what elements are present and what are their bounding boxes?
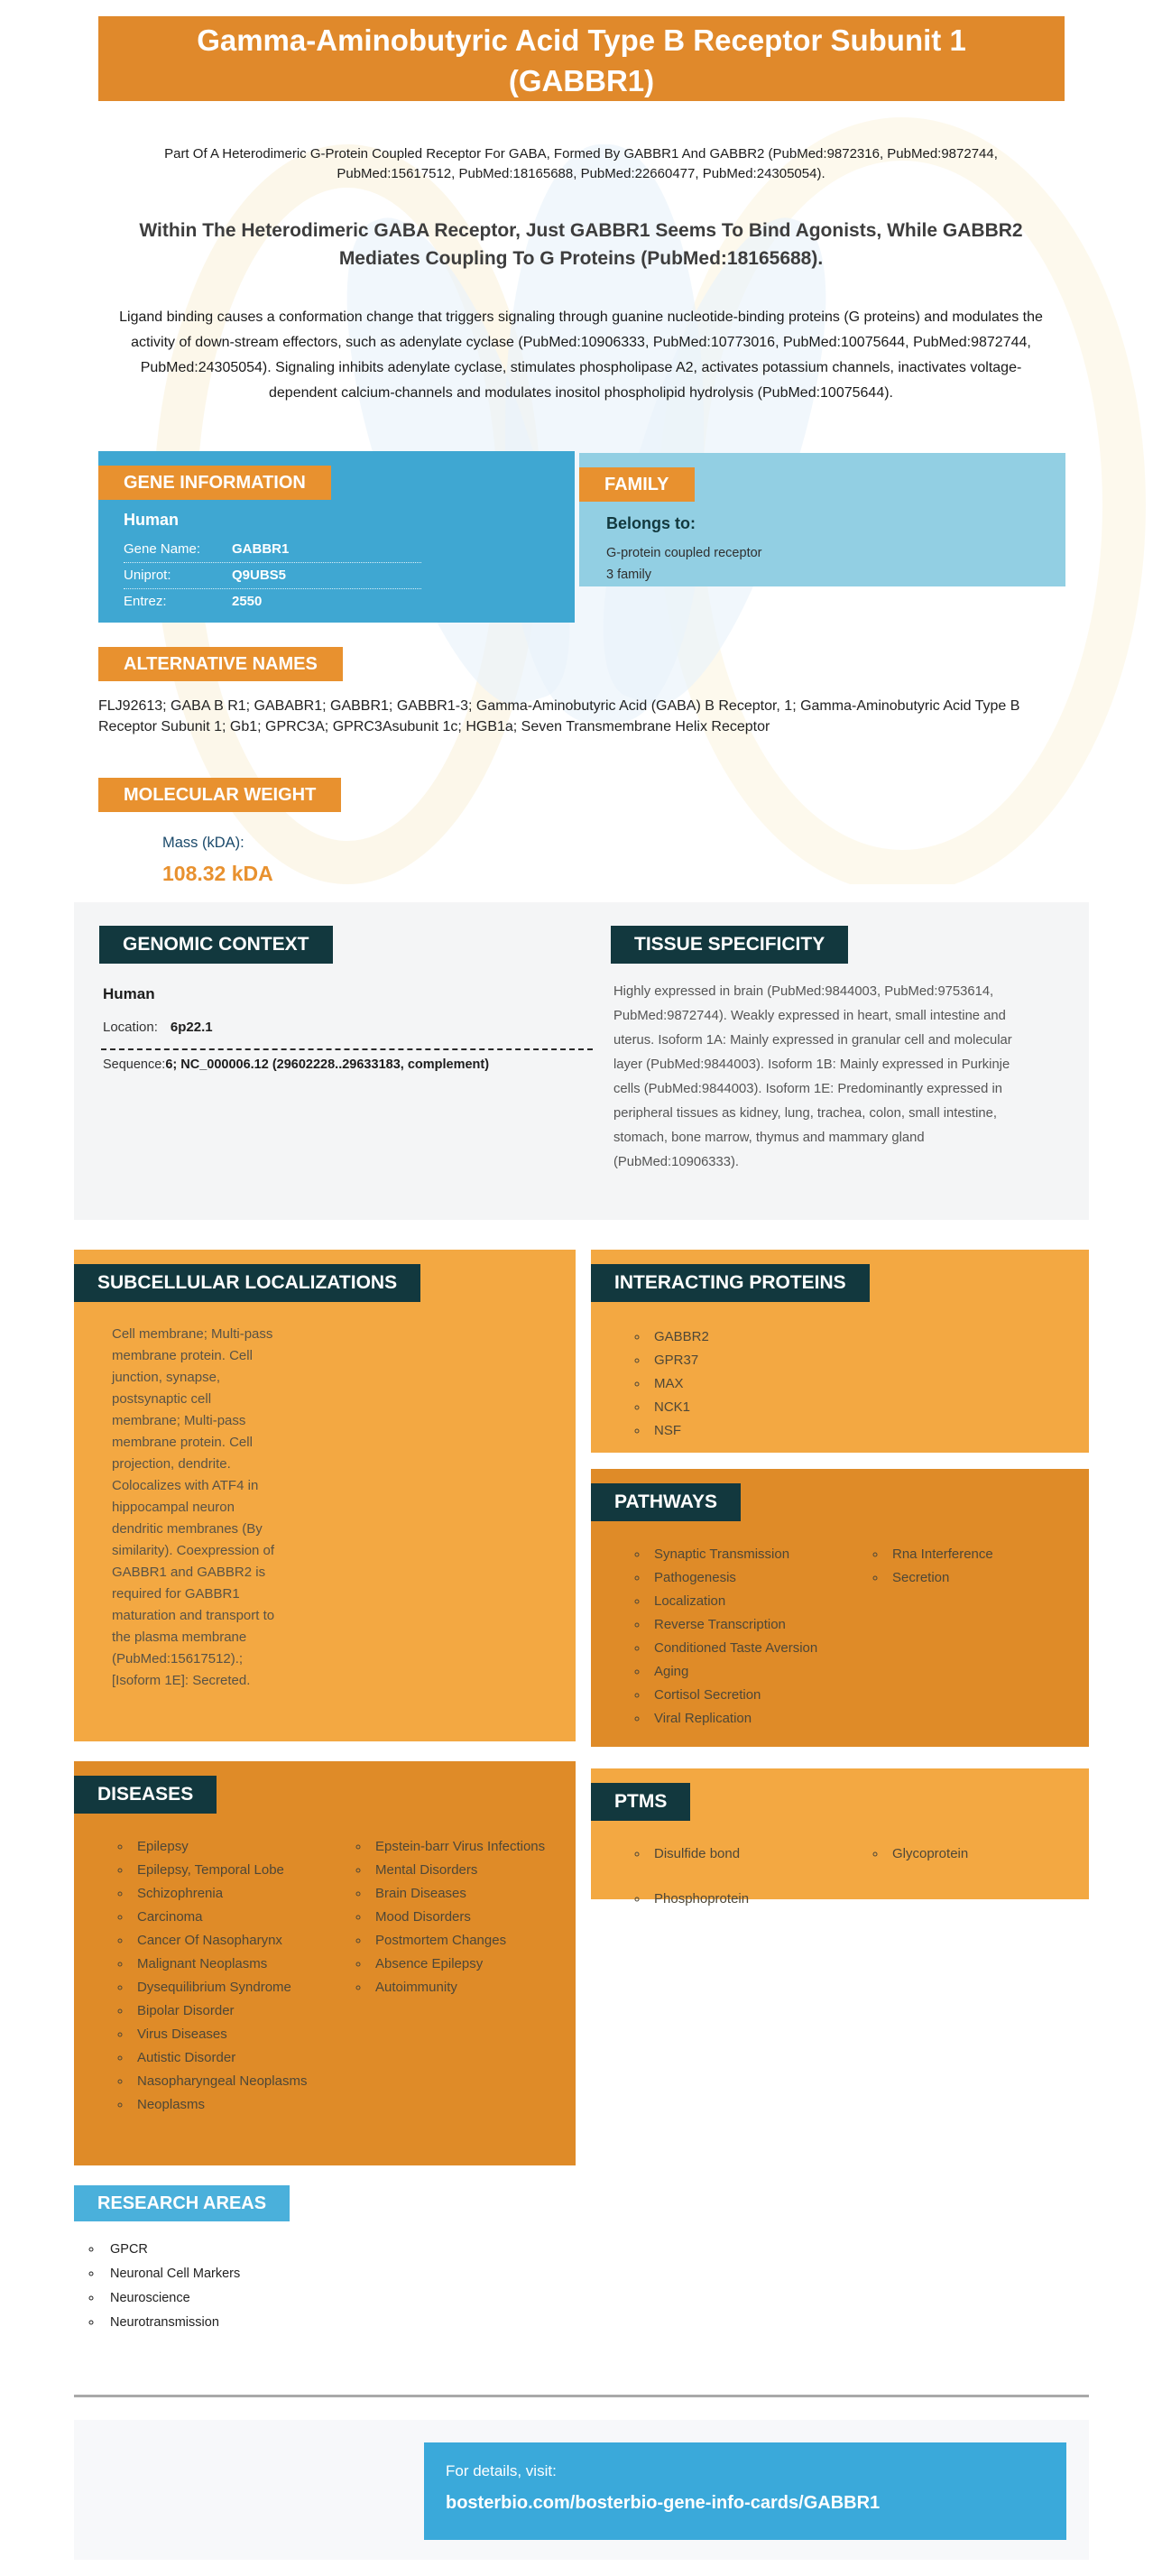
family-header: FAMILY bbox=[579, 467, 695, 502]
list-item: ◦ Epstein-barr Virus Infections bbox=[370, 1835, 547, 1859]
footer-details-box bbox=[424, 2442, 1066, 2540]
family-line: G-protein coupled receptor bbox=[606, 546, 762, 560]
ptms-columns bbox=[591, 1821, 1089, 1933]
list-item: ◦ Autistic Disorder bbox=[132, 2046, 332, 2070]
footer-visit-label: For details, visit: bbox=[446, 2462, 557, 2479]
list-item: ◦ Nasopharyngeal Neoplasms bbox=[132, 2070, 332, 2093]
list-item: ◦ Epilepsy bbox=[132, 1835, 332, 1859]
sequence-label: Sequence: bbox=[103, 1057, 166, 1072]
list-item: ◦ Rna Interference bbox=[887, 1543, 1078, 1566]
pathways-box bbox=[591, 1469, 1089, 1747]
gene-info-row bbox=[124, 563, 421, 589]
sequence-value: 6; NC_000006.12 (29602228..29633183, complement) bbox=[165, 1057, 490, 1072]
page-title: Gamma-Aminobutyric Acid Type B Receptor Subunit 1 (GABBR1) bbox=[98, 16, 1065, 101]
pathways-list bbox=[887, 1543, 1078, 1590]
ptms-column bbox=[591, 1821, 862, 1933]
function-description: Ligand binding causes a conformation change that triggers signaling through guanine nucleotide-binding proteins (G proteins) and modulates the activity of down-stream effectors, such as adenylate cyclase (PubMed:10906333, PubMed:10773016, PubMed:10075644, PubMed:9872744, PubMed:24305054). Signaling inhibits adenylate cyclase, stimulates phospholipase A2, activates potassium channels, inactivates voltage-dependent calcium-channels and modulates inositol phospholipid hydrolysis (PubMed:10075644). bbox=[119, 309, 1043, 401]
ptms-header: PTMS bbox=[591, 1783, 690, 1821]
footer-panel bbox=[74, 2420, 1089, 2560]
alternative-names-text: FLJ92613; GABA B R1; GABABR1; GABBR1; GABBR1-3; Gamma-Aminobutyric Acid (GABA) B Receptor, 1; Gamma-Aminobutyric Acid Type B Receptor Subunit 1; Gb1; GPRC3A; GPRC3Asubunit 1c; HGB1a; Seven Transmembrane Helix Receptor bbox=[98, 698, 1020, 734]
mass-label: Mass (kDA): bbox=[162, 835, 244, 851]
mass-value: 108.32 kDA bbox=[162, 862, 273, 885]
gene-information-box bbox=[98, 451, 575, 623]
list-item: ◦ Virus Diseases bbox=[132, 2023, 332, 2046]
diseases-column bbox=[345, 1814, 561, 2117]
list-item: ◦ Viral Replication bbox=[649, 1707, 856, 1731]
gene-name-value: GABBR1 bbox=[232, 541, 290, 557]
research-areas-section bbox=[74, 2238, 240, 2335]
location-label: Location: bbox=[103, 1020, 158, 1035]
tissue-specificity-text: Highly expressed in brain (PubMed:9844003, PubMed:9753614, PubMed:9872744). Weakly expressed in heart, small intestine and uterus. Isoform 1A: Mainly expressed in granular cell and molecular layer (PubMed:9844003). Isoform 1B: Mainly expressed in Purkinje cells (PubMed:9844003). Isoform 1E: Predominantly expressed in peripheral tissues as kidney, lung, trachea, colon, small intestine, stomach, bone marrow, thymus and mammary gland (PubMed:10906333). bbox=[613, 984, 1012, 1169]
list-item: ◦ Aging bbox=[649, 1660, 856, 1684]
entrez-value: 2550 bbox=[232, 594, 263, 609]
family-line: 3 family bbox=[606, 568, 651, 582]
list-item: ◦ Bipolar Disorder bbox=[132, 1999, 332, 2023]
uniprot-value: Q9UBS5 bbox=[232, 568, 287, 583]
dashed-divider bbox=[101, 1048, 593, 1050]
genomic-tissue-panel bbox=[74, 902, 1089, 1220]
pathways-list bbox=[649, 1543, 856, 1731]
list-item: ◦ MAX bbox=[649, 1372, 1089, 1396]
alternative-names-header: ALTERNATIVE NAMES bbox=[98, 647, 343, 681]
gene-info-row bbox=[124, 537, 421, 563]
list-item: ◦ Cancer Of Nasopharynx bbox=[132, 1929, 332, 1953]
list-item: ◦ Glycoprotein bbox=[887, 1842, 1078, 1866]
gene-info-row bbox=[124, 589, 421, 614]
list-item: ◦ Neurotransmission bbox=[103, 2311, 240, 2335]
ptms-list bbox=[887, 1842, 1078, 1866]
list-item: ◦ Disulfide bond bbox=[649, 1842, 862, 1866]
interacting-proteins-header: INTERACTING PROTEINS bbox=[591, 1264, 870, 1302]
list-item: ◦ NSF bbox=[649, 1419, 1089, 1443]
interacting-proteins-list bbox=[649, 1325, 1089, 1443]
uniprot-label: Uniprot: bbox=[124, 568, 171, 583]
diseases-columns bbox=[74, 1814, 576, 2117]
species-label: Human bbox=[124, 511, 180, 529]
list-item: ◦ Brain Diseases bbox=[370, 1882, 547, 1906]
pathways-column bbox=[591, 1521, 862, 1731]
list-item: ◦ Cortisol Secretion bbox=[649, 1684, 856, 1707]
list-item: ◦ Carcinoma bbox=[132, 1906, 332, 1929]
entrez-label: Entrez: bbox=[124, 594, 167, 609]
list-item: ◦ Neoplasms bbox=[132, 2093, 332, 2117]
gene-information-header: GENE INFORMATION bbox=[98, 466, 331, 500]
diseases-list bbox=[370, 1835, 547, 1999]
subcellular-localizations-text: Cell membrane; Multi-pass membrane protein. Cell junction, synapse, postsynaptic cell membrane; Multi-pass membrane protein. Cell projection, dendrite. Colocalizes with ATF4 in hippocampal neuron dendritic membranes (By similarity). Coexpression of GABBR1 and GABBR2 is required for GABBR1 maturation and transport to the plasma membrane (PubMed:15617512).; [Isoform 1E]: Secreted. bbox=[112, 1326, 275, 1688]
subtitle-text: Part Of A Heterodimeric G-Protein Coupled Receptor For GABA, Formed By GABBR1 And GABBR2 (PubMed:9872316, PubMed:9872744, PubMed:15617512, PubMed:18165688, PubMed:22660477, PubMed:24305054). bbox=[164, 146, 998, 181]
subcellular-localizations-header: SUBCELLULAR LOCALIZATIONS bbox=[74, 1264, 420, 1302]
ptms-box bbox=[591, 1768, 1089, 1907]
diseases-box bbox=[74, 1761, 576, 2165]
list-item: ◦ Schizophrenia bbox=[132, 1882, 332, 1906]
list-item: ◦ Phosphoprotein bbox=[649, 1888, 862, 1911]
diseases-list bbox=[132, 1835, 332, 2117]
list-item: ◦ Neuronal Cell Markers bbox=[103, 2262, 240, 2286]
interacting-proteins-box bbox=[591, 1250, 1089, 1453]
list-item: ◦ Conditioned Taste Aversion bbox=[649, 1637, 856, 1660]
list-item: ◦ Mental Disorders bbox=[370, 1859, 547, 1882]
research-areas-list bbox=[103, 2238, 240, 2335]
list-item: ◦ Synaptic Transmission bbox=[649, 1543, 856, 1566]
subcellular-localizations-box bbox=[74, 1250, 576, 1741]
pathways-columns bbox=[591, 1521, 1089, 1731]
list-item: ◦ Pathogenesis bbox=[649, 1566, 856, 1590]
research-areas-header: RESEARCH AREAS bbox=[74, 2185, 290, 2221]
list-item: ◦ GPR37 bbox=[649, 1349, 1089, 1372]
pathways-header: PATHWAYS bbox=[591, 1483, 741, 1521]
details-url-link[interactable]: bosterbio.com/bosterbio-gene-info-cards/GABBR1 bbox=[446, 2493, 881, 2513]
list-item: ◦ Secretion bbox=[887, 1566, 1078, 1590]
genomic-species-label: Human bbox=[103, 985, 155, 1002]
gene-name-label: Gene Name: bbox=[124, 541, 201, 557]
diseases-column bbox=[74, 1814, 345, 2117]
tissue-specificity-header: TISSUE SPECIFICITY bbox=[611, 926, 848, 964]
ptms-column bbox=[862, 1821, 1078, 1933]
list-item: ◦ Localization bbox=[649, 1590, 856, 1613]
location-value: 6p22.1 bbox=[170, 1020, 213, 1035]
list-item: ◦ Postmortem Changes bbox=[370, 1929, 547, 1953]
list-item: ◦ GABBR2 bbox=[649, 1325, 1089, 1349]
list-item: ◦ Autoimmunity bbox=[370, 1976, 547, 1999]
diseases-header: DISEASES bbox=[74, 1776, 217, 1814]
genomic-location-row bbox=[103, 1020, 213, 1035]
molecular-weight-header: MOLECULAR WEIGHT bbox=[98, 778, 341, 812]
list-item: ◦ Epilepsy, Temporal Lobe bbox=[132, 1859, 332, 1882]
list-item: ◦ Malignant Neoplasms bbox=[132, 1953, 332, 1976]
list-item: ◦ Neuroscience bbox=[103, 2286, 240, 2311]
genomic-sequence-row bbox=[103, 1057, 489, 1072]
ptms-list bbox=[649, 1842, 862, 1911]
highlight-statement: Within The Heterodimeric GABA Receptor, Just GABBR1 Seems To Bind Agonists, While GABBR2 Mediates Coupling To G Proteins (PubMed:18165688). bbox=[139, 220, 1023, 269]
family-box bbox=[579, 453, 1065, 586]
list-item: ◦ Absence Epilepsy bbox=[370, 1953, 547, 1976]
list-item: ◦ NCK1 bbox=[649, 1396, 1089, 1419]
pathways-column bbox=[862, 1521, 1078, 1731]
list-item: ◦ Reverse Transcription bbox=[649, 1613, 856, 1637]
genomic-context-header: GENOMIC CONTEXT bbox=[99, 926, 333, 964]
belongs-to-label: Belongs to: bbox=[606, 514, 696, 532]
footer-divider bbox=[74, 2395, 1089, 2397]
list-item: ◦ GPCR bbox=[103, 2238, 240, 2262]
list-item: ◦ Dysequilibrium Syndrome bbox=[132, 1976, 332, 1999]
list-item: ◦ Mood Disorders bbox=[370, 1906, 547, 1929]
